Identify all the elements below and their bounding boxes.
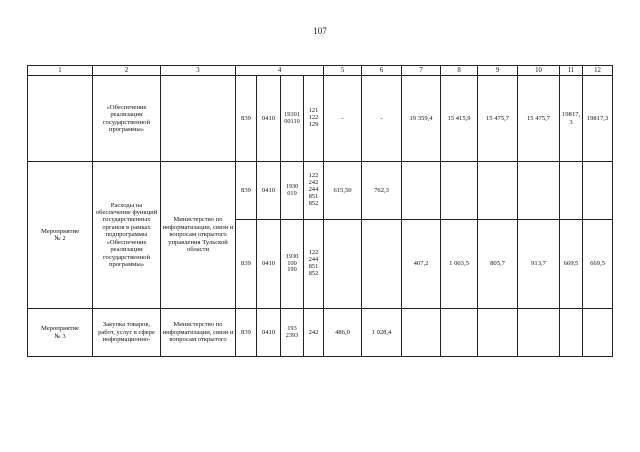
cell-value: 19817, 3: [560, 76, 583, 162]
cell-csr: 1930 019: [281, 162, 304, 220]
cell-value: [402, 162, 441, 220]
page-number: 107: [313, 26, 327, 36]
cell-grbs: 839: [236, 76, 257, 162]
cell-rzpr: 0410: [257, 309, 281, 357]
cell-value: 1 028,4: [362, 309, 402, 357]
cell-description: «Обеспечение реализации государственной программы»: [93, 76, 161, 162]
col-header: 7: [402, 66, 441, 76]
cell-executor: Министерство по информатизации, связи и вопросам открытого: [161, 309, 236, 357]
col-header: 4: [236, 66, 324, 76]
cell-value: 19817,3: [583, 76, 613, 162]
cell-grbs: 839: [236, 220, 257, 309]
cell-value: [560, 162, 583, 220]
col-header: 11: [560, 66, 583, 76]
cell-value: 19 359,4: [402, 76, 441, 162]
cell-vr: 121 122 129: [304, 76, 324, 162]
cell-value: 913,7: [518, 220, 560, 309]
cell-rzpr: 0410: [257, 76, 281, 162]
cell-value: 15 415,9: [441, 76, 478, 162]
cell-value: [324, 220, 362, 309]
col-header: 10: [518, 66, 560, 76]
cell-value: 15 475,7: [518, 76, 560, 162]
col-header: 5: [324, 66, 362, 76]
cell-event: Мероприятие № 3: [28, 309, 93, 357]
cell-executor: [161, 76, 236, 162]
cell-event: [28, 76, 93, 162]
col-header: 6: [362, 66, 402, 76]
col-header: 2: [93, 66, 161, 76]
budget-table: [27, 65, 613, 357]
cell-csr: 1930 100 190: [281, 220, 304, 309]
cell-value: 407,2: [402, 220, 441, 309]
cell-value: 762,3: [362, 162, 402, 220]
cell-rzpr: 0410: [257, 162, 281, 220]
table-row: [28, 162, 613, 220]
cell-description: Закупка товаров, работ, услуг в сфере информационно-: [93, 309, 161, 357]
cell-value: [362, 220, 402, 309]
cell-value: [583, 309, 613, 357]
cell-value: -: [362, 76, 402, 162]
cell-grbs: 839: [236, 309, 257, 357]
cell-value: 15 475,7: [478, 76, 518, 162]
cell-csr: 19301 00110: [281, 76, 304, 162]
table-row: [28, 309, 613, 357]
cell-value: [478, 309, 518, 357]
cell-value: [518, 162, 560, 220]
col-header: 9: [478, 66, 518, 76]
cell-value: [441, 309, 478, 357]
cell-event: Мероприятие № 2: [28, 162, 93, 309]
cell-vr: 122 242 244 851 852: [304, 162, 324, 220]
cell-value: [402, 309, 441, 357]
cell-value: [560, 309, 583, 357]
cell-value: 669,5: [560, 220, 583, 309]
cell-grbs: 839: [236, 162, 257, 220]
col-header: 3: [161, 66, 236, 76]
cell-vr: 242: [304, 309, 324, 357]
cell-value: [441, 162, 478, 220]
cell-value: 805,7: [478, 220, 518, 309]
cell-value: 1 003,5: [441, 220, 478, 309]
header-row: [28, 66, 613, 76]
cell-value: [478, 162, 518, 220]
cell-vr: 122 244 851 852: [304, 220, 324, 309]
cell-description: Расходы на обеспечение функций государственных органов в рамках подпрограммы «Обеспечение реализации государственной программы»: [93, 162, 161, 309]
cell-rzpr: 0410: [257, 220, 281, 309]
cell-value: 486,0: [324, 309, 362, 357]
col-header: 8: [441, 66, 478, 76]
cell-value: 615,50: [324, 162, 362, 220]
cell-value: [518, 309, 560, 357]
col-header: 1: [28, 66, 93, 76]
table-row: [28, 76, 613, 162]
cell-value: [583, 162, 613, 220]
cell-csr: 193 2393: [281, 309, 304, 357]
col-header: 12: [583, 66, 613, 76]
cell-value: -: [324, 76, 362, 162]
cell-executor: Министерство по информатизации, связи и вопросам открытого управления Тульской области: [161, 162, 236, 309]
cell-value: 669,5: [583, 220, 613, 309]
